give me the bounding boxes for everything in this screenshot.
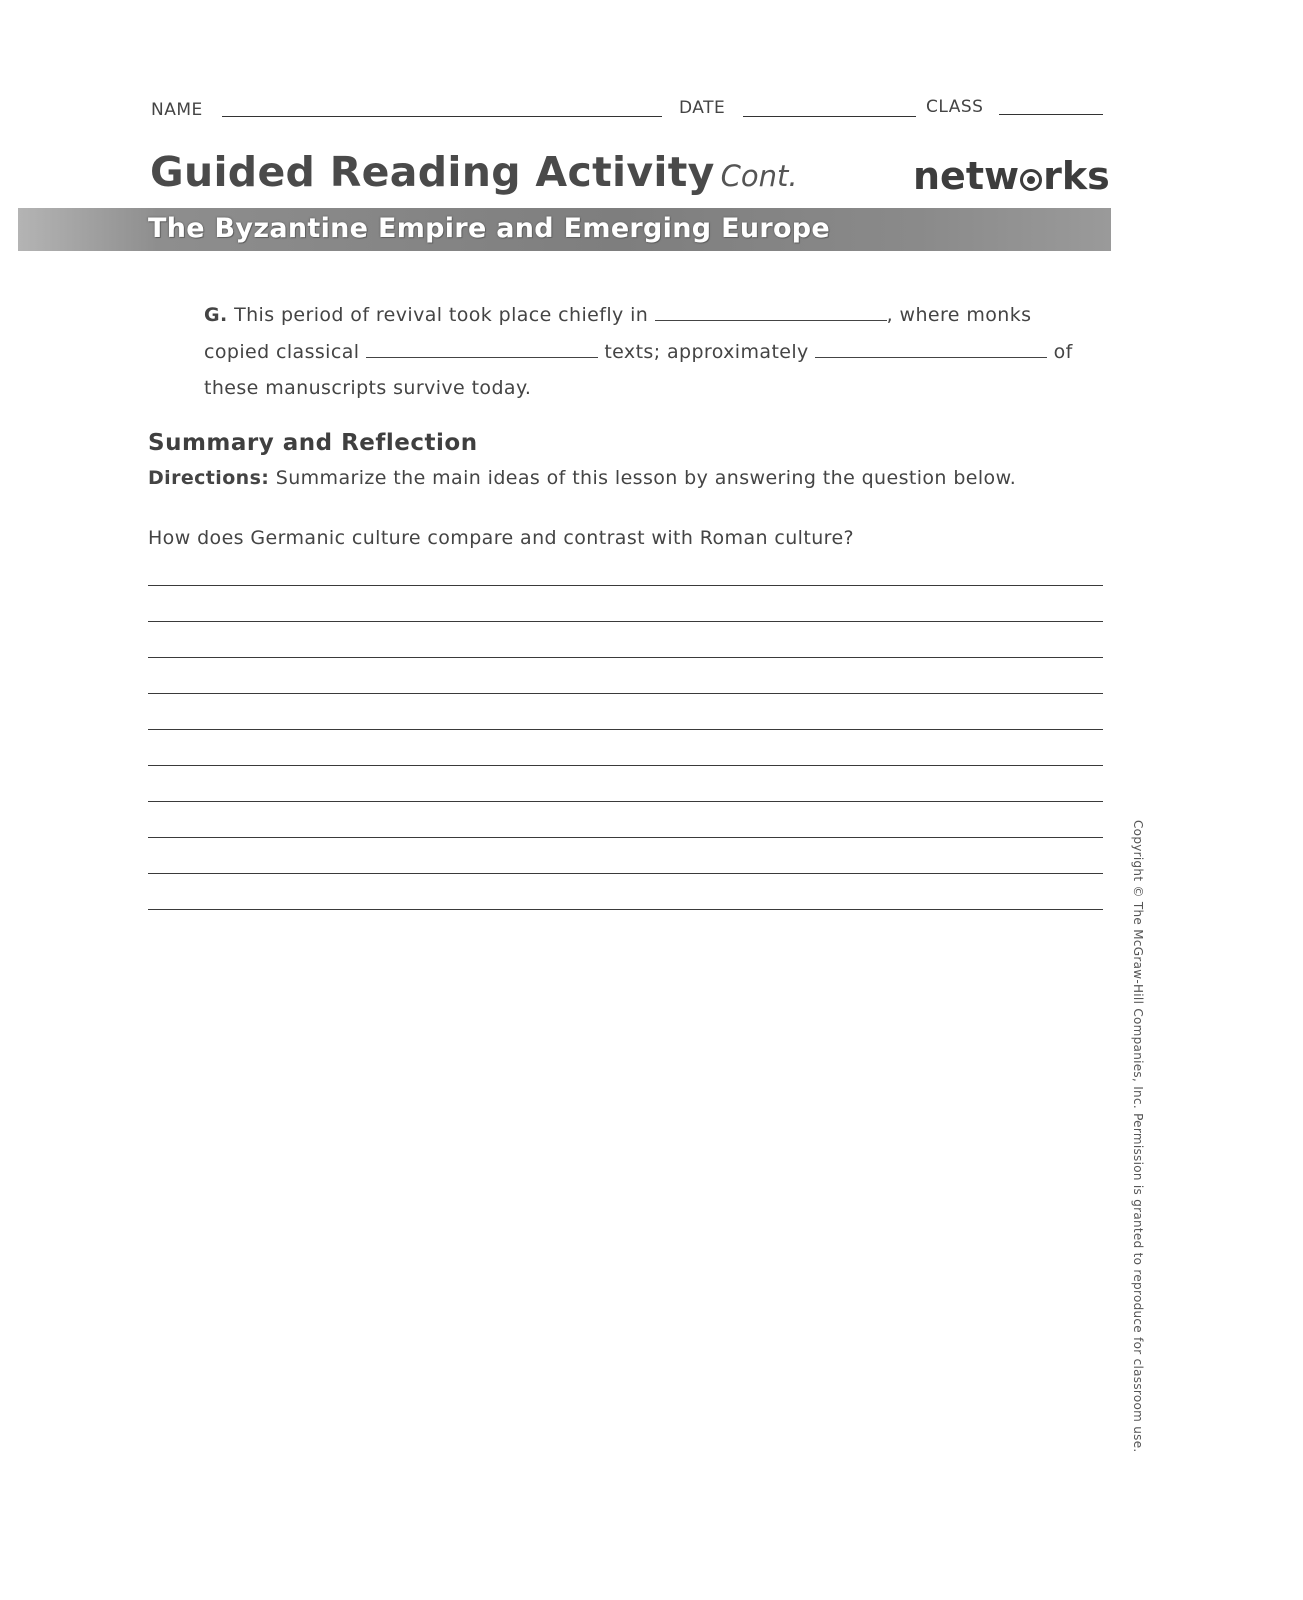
answer-line-2[interactable] [148, 621, 1103, 622]
item-g-text-1a: This period of revival took place chiefly in [234, 304, 649, 326]
answer-line-5[interactable] [148, 729, 1103, 730]
networks-logo [913, 154, 1110, 198]
class-label: CLASS [926, 97, 984, 117]
copyright-notice: Copyright © The McGraw-Hill Companies, Inc. Permission is granted to reproduce for classroom use. [1131, 820, 1145, 1453]
name-field[interactable] [222, 116, 662, 117]
question-text: How does Germanic culture compare and contrast with Roman culture? [148, 527, 855, 549]
blank-1[interactable] [655, 306, 887, 321]
answer-line-7[interactable] [148, 801, 1103, 802]
item-letter: G. [204, 304, 228, 326]
answer-line-3[interactable] [148, 657, 1103, 658]
item-g-line3: these manuscripts survive today. [204, 377, 532, 399]
item-g-text-1b: , where monks [886, 304, 1032, 326]
answer-line-6[interactable] [148, 765, 1103, 766]
title-main: Guided Reading Activity [150, 148, 715, 196]
answer-line-9[interactable] [148, 873, 1103, 874]
blank-3[interactable] [815, 343, 1047, 358]
date-label: DATE [679, 98, 726, 118]
directions [148, 467, 1016, 489]
item-g-text-2a: copied classical [204, 341, 360, 363]
brand-text-pre: netw [913, 154, 1020, 198]
logo-circle-icon [1020, 169, 1042, 191]
item-g-text-2c: of [1053, 341, 1073, 363]
answer-line-10[interactable] [148, 909, 1103, 910]
item-g-line1 [204, 304, 1031, 326]
item-g-line2 [204, 341, 1073, 363]
title-cont: Cont. [720, 159, 798, 193]
answer-line-8[interactable] [148, 837, 1103, 838]
class-field[interactable] [999, 114, 1103, 115]
chapter-banner [18, 208, 1111, 251]
brand-text-post: rks [1043, 154, 1110, 198]
directions-label: Directions: [148, 467, 270, 489]
banner-title: The Byzantine Empire and Emerging Europe [148, 213, 831, 244]
date-field[interactable] [743, 116, 916, 117]
section-heading: Summary and Reflection [148, 430, 478, 456]
blank-2[interactable] [366, 343, 598, 358]
answer-line-1[interactable] [148, 585, 1103, 586]
answer-line-4[interactable] [148, 693, 1103, 694]
item-g-text-2b: texts; approximately [604, 341, 809, 363]
directions-text: Summarize the main ideas of this lesson by answering the question below. [275, 467, 1017, 489]
name-label: NAME [151, 100, 203, 120]
page-title [150, 148, 798, 196]
